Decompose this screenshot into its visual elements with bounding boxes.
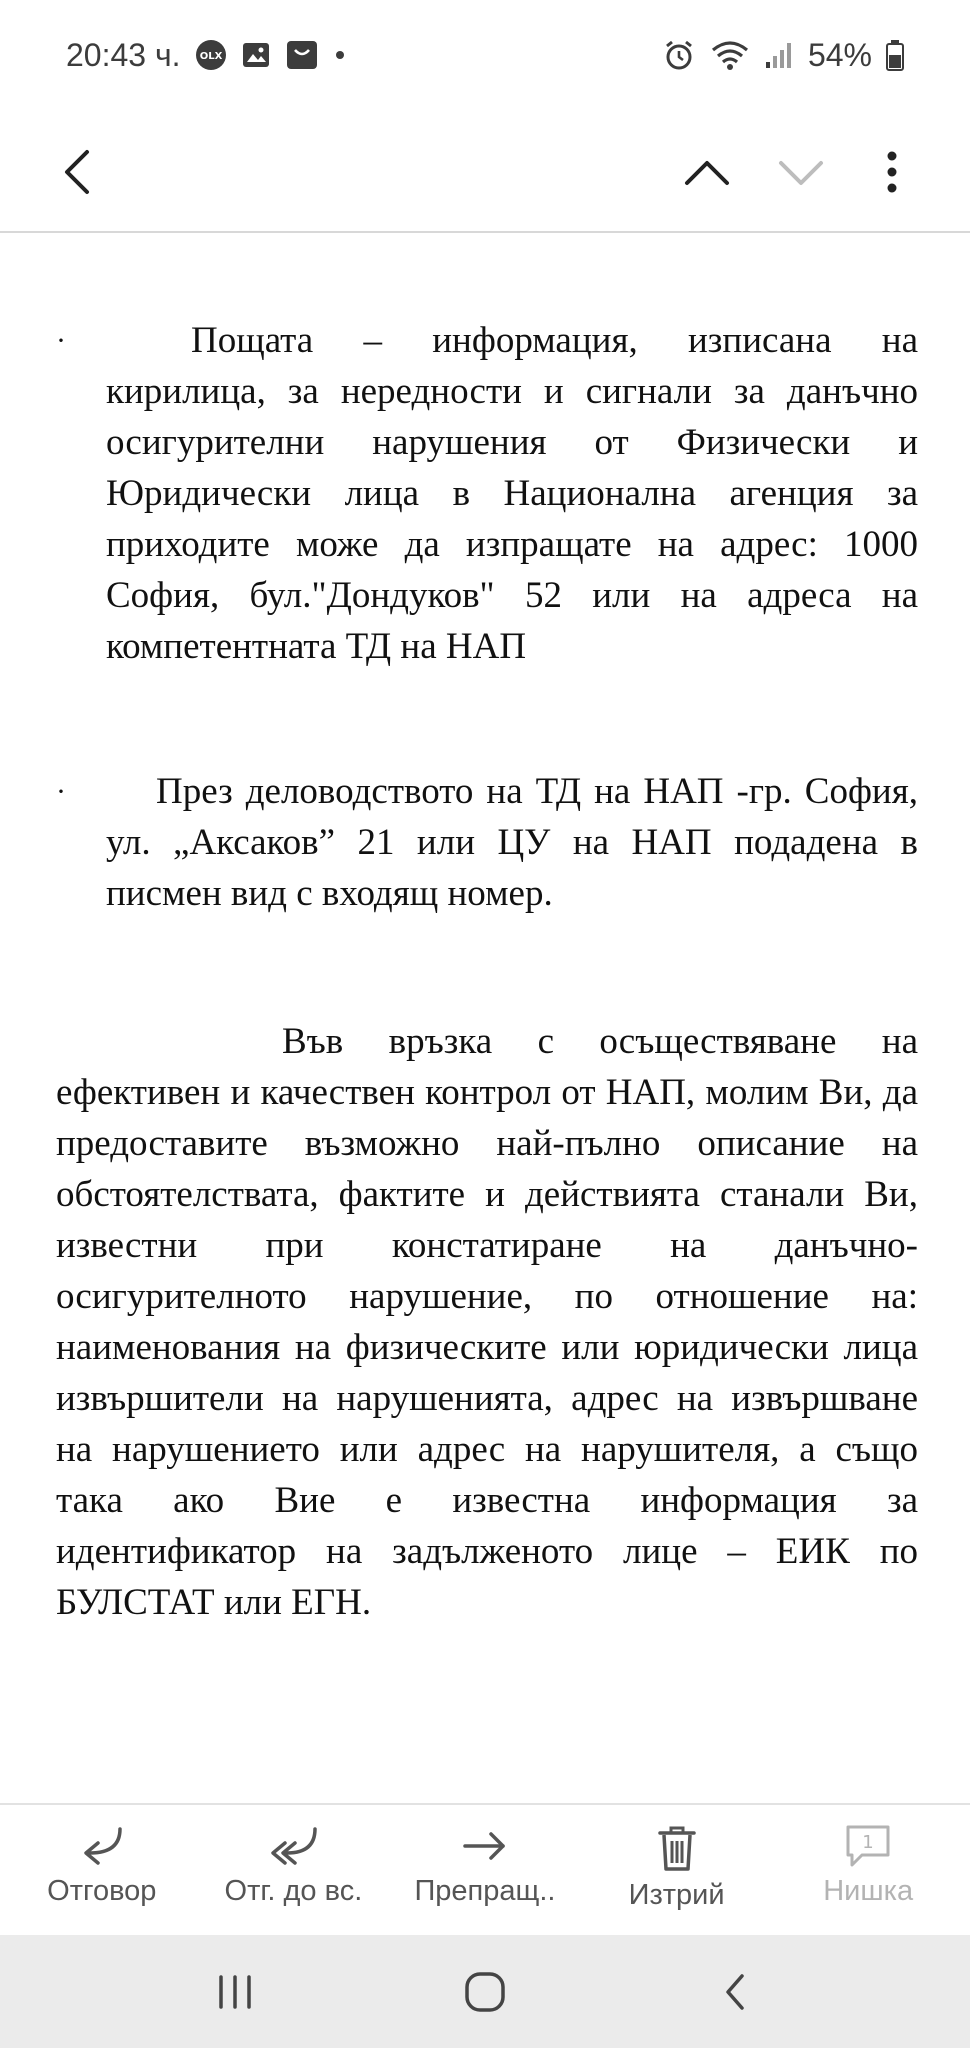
olx-badge-text: OLX	[199, 51, 222, 62]
body-paragraph	[0, 1016, 970, 1628]
thread-icon	[842, 1823, 894, 1869]
message-toolbar	[0, 110, 970, 233]
reply-all-icon	[265, 1823, 321, 1869]
thread-count: 1	[862, 1832, 874, 1853]
alarm-icon	[662, 38, 696, 72]
message-body	[0, 233, 970, 1803]
message-action-bar	[0, 1803, 970, 1935]
reply-button[interactable]	[12, 1805, 192, 1908]
wifi-icon	[710, 39, 750, 71]
back-chevron-icon	[59, 148, 93, 196]
reply-icon	[76, 1823, 128, 1869]
delete-button[interactable]	[587, 1805, 767, 1912]
recents-icon	[215, 1974, 255, 2010]
battery-icon	[886, 39, 904, 71]
status-right	[662, 37, 904, 74]
thread-label: Нишка	[823, 1875, 914, 1907]
reply-label: Отговор	[47, 1875, 157, 1907]
nav-back-button[interactable]	[685, 1952, 785, 2032]
bullet-mark: ·	[56, 324, 66, 357]
reply-all-label: Отг. до вс.	[224, 1875, 363, 1907]
more-vert-icon	[886, 150, 898, 194]
forward-button[interactable]	[395, 1805, 575, 1908]
status-time: 20:43 ч.	[66, 36, 181, 73]
gallery-icon	[241, 40, 271, 70]
recents-button[interactable]	[185, 1952, 285, 2032]
list-item	[0, 315, 970, 672]
forward-icon	[459, 1823, 511, 1869]
delete-label: Изтрий	[628, 1879, 725, 1911]
next-message-button[interactable]	[754, 132, 848, 212]
battery-percent: 54%	[807, 36, 872, 73]
bullet-mark: ·	[56, 775, 66, 808]
thread-button[interactable]	[778, 1805, 958, 1908]
previous-message-button[interactable]	[660, 132, 754, 212]
system-nav-bar	[0, 1935, 970, 2048]
list-item-text: Пощата – информация, изписана на кирилица, за нередности и сигнали за данъчно осигурителни нарушения от Физически и Юридически лица в Национална агенция за приходите може да изпращате на адрес: 1000 София, бул."Дондуков" 52 или на адреса на компетентната ТД на НАП	[106, 320, 918, 667]
dot-icon	[333, 48, 347, 62]
more-options-button[interactable]	[862, 132, 922, 212]
chevron-up-icon	[683, 157, 731, 187]
home-button[interactable]	[435, 1952, 535, 2032]
home-icon	[463, 1970, 507, 2014]
olx-icon	[195, 39, 227, 71]
trash-icon	[654, 1823, 700, 1873]
shop-bag-icon	[285, 39, 319, 71]
chevron-down-icon	[777, 157, 825, 187]
paragraph-text: Във връзка с осъществяване на ефективен и качествен контрол от НАП, молим Ви, да предоставите възможно най-пълно описание на обстоятелствата, фактите и действията станали Ви, известни при констатиране на данъчно-осигурителното нарушение, по отношение на: наименования на физическите или юридически лица извършители на нарушенията, адрес на извършване на нарушението или адрес на нарушителя, а също така ако Вие е известна информация за идентификатор на задълженото лице – ЕИК по БУЛСТАТ или ЕГН.	[56, 1021, 918, 1623]
list-item-text: През деловодството на ТД на НАП -гр. София, ул. „Аксаков” 21 или ЦУ на НАП подадена в писмен вид с входящ номер.	[106, 771, 918, 914]
back-icon	[720, 1972, 750, 2012]
back-button[interactable]	[48, 132, 104, 212]
forward-label: Препращ..	[414, 1875, 556, 1907]
status-left	[66, 37, 347, 74]
status-bar	[0, 0, 970, 110]
reply-all-button[interactable]	[203, 1805, 383, 1908]
list-item	[0, 766, 970, 919]
signal-icon	[764, 40, 794, 70]
